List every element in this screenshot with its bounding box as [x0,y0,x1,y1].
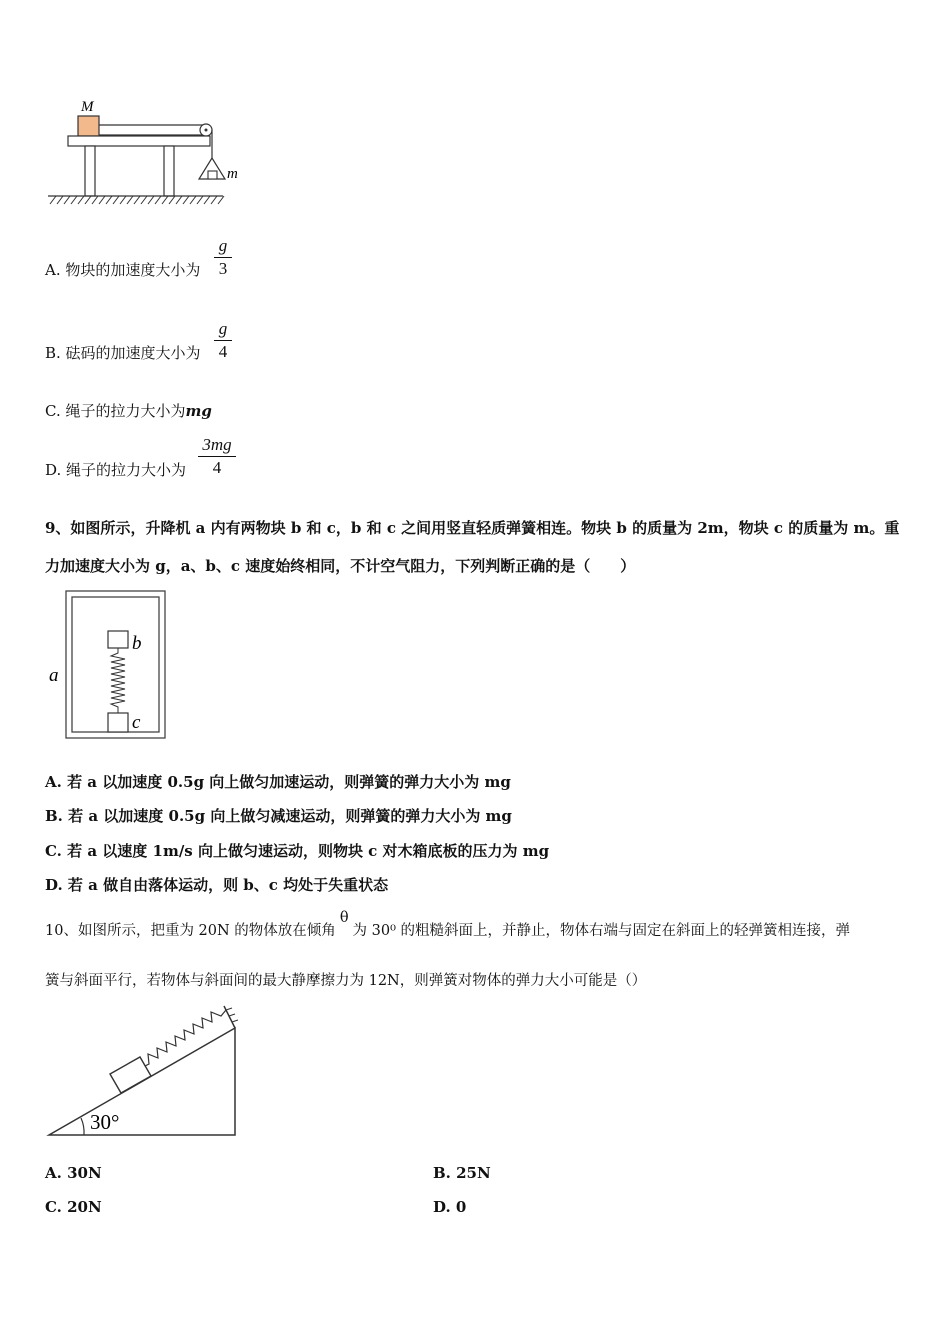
q10-option-b[interactable]: B. 25N [433,1164,491,1182]
q10-stem-part1: 10、如图所示，把重为 20N 的物体放在倾角 [45,923,336,939]
fraction-numerator: g [218,236,228,255]
q8-option-c-value: mg [185,402,212,420]
q8-option-b[interactable] [45,343,201,363]
q9-stem-line1: 9、如图所示，升降机 a 内有两物块 b 和 c，b 和 c 之间用竖直轻质弹簧相连。物块 b 的质量为 2m，物块 c 的质量为 m。重 [45,519,900,537]
q10-stem-line1 [45,910,851,941]
angle-label: 30° [90,1110,120,1134]
fraction-numerator: 3mg [202,435,232,454]
q8-option-a-text: A. 物块的加速度大小为 [45,261,201,279]
q8-option-d[interactable] [45,460,186,480]
fraction-denominator: 4 [212,458,222,477]
pulley-table-figure [40,95,250,210]
theta-symbol: θ [339,910,349,926]
q8-option-a[interactable] [45,260,200,280]
q8-option-b-fraction [214,319,232,362]
q8-option-c[interactable] [45,401,212,421]
block-c [108,713,128,732]
q10-option-a[interactable]: A. 30N [45,1164,102,1182]
block-b [108,631,128,648]
q9-option-a[interactable]: A. 若 a 以加速度 0.5g 向上做匀加速运动，则弹簧的弹力大小为 mg [45,773,511,791]
q9-stem-line2: 力加速度大小为 g，a、b、c 速度始终相同，不计空气阻力，下列判断正确的是（ ） [45,557,636,575]
q8-option-a-fraction [214,236,232,279]
q8-option-c-text: C. 绳子的拉力大小为 [45,402,186,420]
incline-spring-figure [44,998,244,1140]
label-M: M [81,99,94,115]
label-c: c [132,712,141,733]
fraction-denominator: 3 [218,259,228,278]
q9-option-c[interactable]: C. 若 a 以速度 1m/s 向上做匀速运动，则物块 c 对木箱底板的压力为 mg [45,842,550,860]
q10-option-d[interactable]: D. 0 [433,1198,467,1216]
block-M [78,116,99,136]
q10-stem-line2: 簧与斜面平行，若物体与斜面间的最大静摩擦力为 12N，则弹簧对物体的弹力大小可能是（） [45,973,647,989]
q10-stem-part2: 为 30⁰ 的粗糙斜面上，并静止，物体右端与固定在斜面上的轻弹簧相连接，弹 [352,923,851,939]
q9-option-b[interactable]: B. 若 a 以加速度 0.5g 向上做匀减速运动，则弹簧的弹力大小为 mg [45,807,512,825]
q9-option-d[interactable]: D. 若 a 做自由落体运动，则 b、c 均处于失重状态 [45,876,389,894]
label-b: b [132,633,142,654]
tabletop [68,136,210,146]
elevator-spring-figure [44,588,174,743]
q8-option-d-text: D. 绳子的拉力大小为 [45,461,187,479]
fraction-numerator: g [218,319,228,338]
q8-option-d-fraction [198,435,236,478]
q10-option-c[interactable]: C. 20N [45,1198,102,1216]
label-m: m [227,166,238,182]
label-a: a [49,665,59,686]
q8-option-b-text: B. 砝码的加速度大小为 [45,344,201,362]
fraction-denominator: 4 [218,342,228,361]
